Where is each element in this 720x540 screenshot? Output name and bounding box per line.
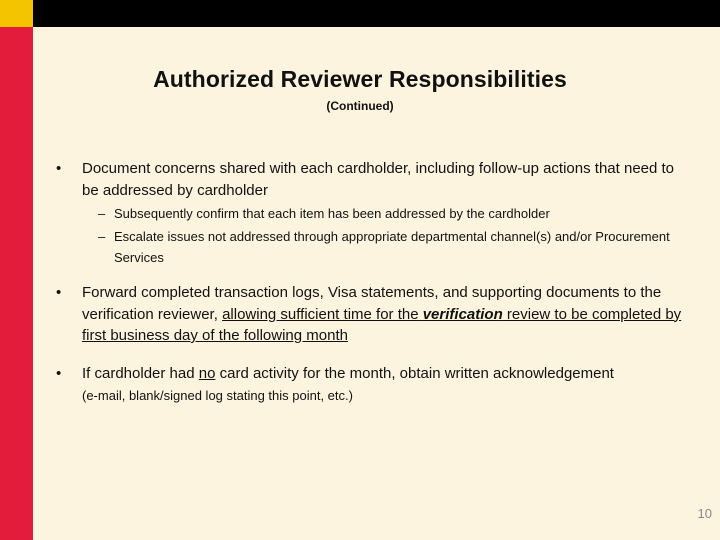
emphasis-verification: verification xyxy=(422,305,503,323)
sub-bullet-marker: – xyxy=(98,206,106,221)
bullet-forward-logs xyxy=(82,282,694,347)
sub-bullet-escalate: Escalate issues not addressed through appropriate departmental channel(s) and/or Procurement Services xyxy=(114,229,670,265)
sub-bullet-confirm: Subsequently confirm that each item has been addressed by the cardholder xyxy=(114,206,550,221)
top-bar xyxy=(0,0,720,27)
acknowledgement-examples: (e-mail, blank/signed log stating this point, etc.) xyxy=(82,387,353,403)
sub-bullet-marker: – xyxy=(98,229,106,244)
bullet-marker: • xyxy=(56,160,62,177)
underlined-time-phrase: allowing sufficient time for the verification review to be completed by first business day of the following month xyxy=(82,305,682,344)
corner-accent xyxy=(0,0,33,27)
bullet-document-concerns: Document concerns shared with each cardholder, including follow-up actions that need to be addressed by cardholder xyxy=(82,160,675,199)
slide-subtitle: (Continued) xyxy=(326,99,394,113)
bullet-marker: • xyxy=(56,284,62,301)
emphasis-no: no xyxy=(198,365,216,382)
bullet-no-activity: If cardholder had no card activity for the month, obtain written acknowledgement (e-mail, blank/signed log stating this point, etc.) xyxy=(82,365,614,403)
page-number: 10 xyxy=(697,506,712,521)
bullet-marker: • xyxy=(56,365,62,382)
slide-title: Authorized Reviewer Responsibilities xyxy=(153,66,567,92)
bullet-forward-text: Forward completed transaction logs, Visa statements, and supporting documents to the verification reviewer, xyxy=(82,284,662,323)
